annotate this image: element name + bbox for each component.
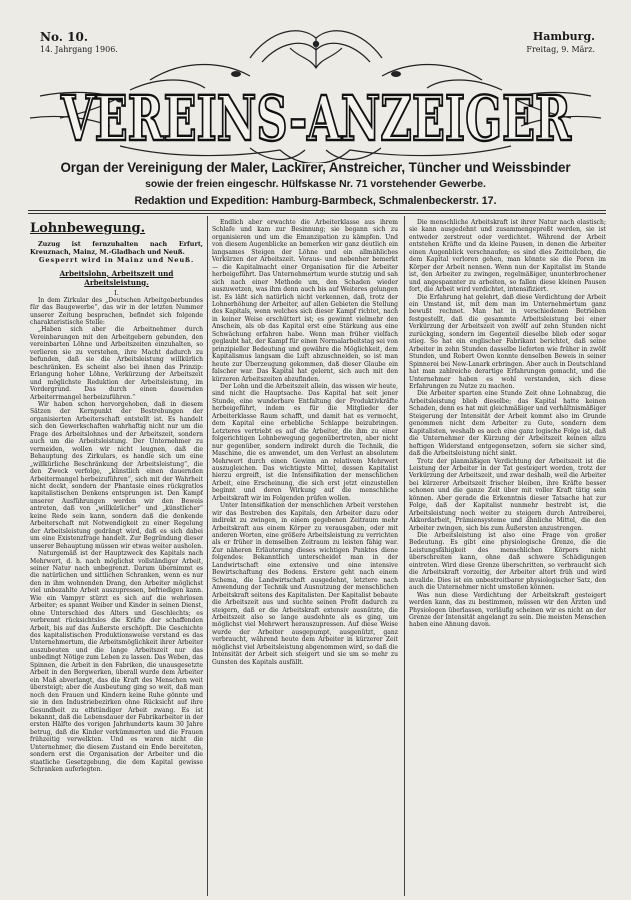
header-rule: [28, 210, 606, 211]
paragraph: Der Lohn und die Arbeitszeit allein, das wissen wir heute, sind nicht die Hauptsache. Das Kapital hat seit jener Stunde, eine wunderbare Entfaltung der Produktivkräfte herbeigeführt, indem es für die Mitglieder der Arbeiterklasse Raum schafft, und damit hat es vermocht, dem Kapital eine erhebliche Schlappe beizubringen. Letzteres vertriebt es auf die Arbeiter, die ihm zu einer folgerichtigen Lohnbewegung gegenübertreten, aber nicht nur gegenüber, sondern indirekt durch die Technik, die Maschine, die es anwendet, um den Verlust an absolutem Mehrwert durch einen Gewinn an relativem Mehrwert auszugleichen. Das wichtigste Mittel, dessen Kapitalist hierzu ergreift, ist die Intensifikation der menschlichen Arbeit, eine Erscheinung, die sich erst jetzt einzustellen beginnt und deren Wirkung auf die menschliche Arbeitskraft wir im Folgenden prüfen wollen.: [212, 382, 398, 502]
city: Hamburg.: [532, 30, 595, 43]
paragraph: Die Arbeiter sparten eine Stunde Zeit ohne Lohnabzug, die Arbeitsleistung blieb dieselbe; das Kapital hatte keinen Schaden, denn es hat mit gleichmäßiger und verhältnismäßiger Steigerung der Intensität der Arbeit kommt also im Grunde genommen nicht dem Arbeiter zu Gute, sondern dem Kapitalisten, weshalb es auch eine ganz logische Folge ist, daß die Unternehmer der Kürzung der Arbeitszeit keinen allzu heftigen Widerstand entgegensetzen, sofern sie sicher sind, daß die Arbeitsleistung nicht sinkt.: [409, 390, 606, 458]
column-2: [212, 219, 398, 891]
section-number: I.: [114, 288, 119, 297]
paragraph: Naturgemäß ist der Hauptzweck des Kapitals nach Mehrwert, d. h. nach möglichst vollständiger Arbeit, seiner Natur nach unbegrenzt. Darum übernimmt es die natürlichen und sittlichen Schranken, wenn es nur den in ihm wohnenden Drang, den Arbeiter möglichst viel unbezahlte Arbeit auszupressen, befriedigen kann. Wie ein Vampyr stürzt es sich auf die wehrlosen Arbeiter; es spannt Weiber und Kinder in seinen Dienst, ohne Unterschied des Alters und Geschlechts; es verbrennt rücksichtslos die Kräfte der schaffenden Arbeit, bis auf das Äußerste erschöpft. Die Geschichte des kapitalistischen Produktionsweise verstand es das Unternehmertum, die Arbeitsmöglichkeit ihrer Arbeiter auszubeuten und die lange Arbeitszeit nur das unbedingt Nötige zum Leben zu lassen. Das Weben, das Spinnen, die Arbeit in den Fabriken, die unausgesetzte Arbeit in den Bergwerken, überall wurde dem Arbeiter ein Maß abverlangt, das die Kraft des Menschen weit übersteigt; aber die Ausbeutung ging so weit, daß man noch den Frauen und Kindern keine Ruhe gönnte und sie in den Industriebezirken ohne Rücksicht auf ihre Gesundheit zu elfstündiger Arbeit zwang. Es ist bekannt, daß die Lebensdauer der Fabrikarbeiter in der ersten Hälfte des vorigen Jahrhunderts kaum 30 Jahre betrug, daß die Kinder verkümmerten und die Frauen frühzeitig verwelkten. Und es waren nicht die Unternehmer, die diesem Zustand ein Ende bereiteten, sondern erst die Organisation der Arbeiter und die staatliche Gesetzgebung, die dem Kapital gewisse Schranken auferlegten.: [30, 550, 203, 774]
column-1: [30, 219, 203, 891]
issue-number: No. 10.: [40, 30, 88, 44]
paragraph: „Haben sich aber die Arbeitnehmer durch Vereinbarungen mit den Arbeitgebern gebunden, den vereinbarten Löhne und Arbeitszeiten einzuhalten, so verlieren sie zu verstehen, ihre Macht dadurch zu befunden, daß sie die Arbeitsleistung willkürlich beschränken. Es scheint also bei ihnen das Prinzip: Erlangung hoher Löhne, Verkürzung der Arbeitszeit und möglichste Reduktion der Arbeitsleistung, im Vordergrund. Das durch einen dauernden Arbeiterrmangel herbeizuführen.“: [30, 326, 203, 401]
column-3: [409, 219, 606, 891]
paragraph: Unter Intensifikation der menschlichen Arbeit verstehen wir das Bestreben des Kapitals, den Arbeiter dazu oder indirekt zu zwingen, in einem gegebenen Zeitraum mehr Arbeitskraft aus einem Körper zu verausgaben, oder mit anderen Worten, eine größere Arbeitsleistung zu verrichten als er früher in demselben Zeitraum zu leisten fähig war. Zur näheren Erläuterung dieses wichtigen Punktes diene folgendes: Bekanntlich unterscheidet man in der Landwirtschaft eine extensive und eine intensive Bewirtschaftung des Bodens. Erstere geht nach einem Schema, die Landwirtschaft ausgedehnt, letztere nach Anwendung der Technik und Ausnutzung der menschlichen Arbeitskraft seitens des Kapitalisten. Der Kapitalist bebaute die Arbeitszeit aus und suchte seinen Profit dadurch zu steigern, daß er die Arbeitskraft extensiv ausnützte, die Arbeitszeit also so lange ausdehnte als es ging, um möglichst viel Mehrwert herauszupressen. Auf diese Weise wurde der Arbeiter ausgepumpt, ausgenützt, ganz verbraucht, während heute dem Arbeiter in kürzerer Zeit möglichst viel Arbeitsleistung abgenommen wird, so daß die Intensität der Arbeit sich steigert und sie um so mehr zu Gunsten des Kapitals ausfällt.: [212, 502, 398, 666]
paragraph: Die Arbeitsleistung ist also eine Frage von großer Bedeutung. Es gibt eine physiologische Grenze, die die Leistungsfähigkeit des menschlichen Körpers nicht überschreiten kann, ohne daß schwere Schädigungen eintreten. Wird diese Grenze überschritten, so verbraucht sich die Arbeitskraft vorzeitig, der Arbeiter altert früh und wird invalide. Dies ist ein unbestreitbarer physiologischer Satz, den auch die Unternehmer nicht umstoßen können.: [409, 532, 606, 592]
masthead-title: VEREINS-ANZEIGER: [60, 82, 572, 155]
paragraph: Die menschliche Arbeitskraft ist ihrer Natur nach elastisch; sie kann ausgedehnt und zusammengepreßt werden, sie ist entweder zerstreut oder verdichtet. Während der Arbeit entstehen Kräfte und da kleine Pausen, in denen die Arbeiter einen Augenblick verschnaufen; es sind dies Zeitteilchen, die dem Kapital verloren gehen, man könnte sie die Poren im Körper der Arbeit nennen. Wenn nun der Kapitalist im Stande ist, den Arbeiter zu zwingen, regelmäßiger, ununterbrochener und angespannter zu arbeiten, so fallen diese kleinen Pausen fort, die Arbeit wird verdichtet, intensifiziert.: [409, 219, 606, 294]
sub-line: sowie der freien eingeschr. Hülfskasse Nr. 71 vorstehender Gewerbe.: [145, 179, 486, 190]
redaction-line: Redaktion und Expedition: Hamburg-Barmbeck, Schmalenbeckerstr. 17.: [134, 195, 497, 207]
paragraph: Was nun diese Verdichtung der Arbeitskraft gesteigert werden kann, das zu bestimmen, müssen wir den Ärzten und Physiologen überlassen, vorläufig scheinen wir es nicht an der Grenze der Intensität angelangt zu sein. Die meisten Menschen haben eine Ahnung davon.: [409, 591, 606, 629]
column-rule: [207, 216, 208, 896]
strike-notice: Gesperrt wird in Mainz und Neuß.: [38, 256, 195, 265]
volume-year: 14. Jahrgang 1906.: [40, 45, 118, 54]
paragraph: In dem Zirkular des „Deutschen Arbeitgeberbundes für das Baugewerbe“, das wir in der letzten Nummer unserer Zeitung besprachen, befindet sich folgende charakteristische Stelle:: [30, 296, 203, 326]
section-title: Arbeitslohn, Arbeitszeit und Arbeitsleistung.: [59, 268, 174, 287]
organ-line: Organ der Vereinigung der Maler, Lackirer, Anstreicher, Tüncher und Weissbinder: [60, 160, 571, 175]
intro-notice: Zuzug ist fernzuhalten nach Erfurt, Kreuznach, Mainz, M.-Gladbach und Neuß.: [30, 240, 203, 256]
paragraph: Die Erfahrung hat gelehrt, daß diese Verdichtung der Arbeit ein Umstand ist, mit dem man im Unternehmertum ganz bewußt rechnet. Man hat in verschiedenen Betrieben festgestellt, daß die gesammte Arbeitsleistung bei einer Verkürzung der Arbeitszeit von zwölf auf zehn Stunden nicht zurückging, sondern im Gegenteil dieselbe blieb oder sogar stieg. So hat ein englischer Fabrikant berichtet, daß seine Arbeiter in zehn Stunden dasselbe lieferten wie früher in zwölf Stunden, und Robert Owen konnte denselben Beweis in seiner Spinnerei bei New-Lanark erbringen. Aber auch in Deutschland hat man zahlreiche derartige Erfahrungen gemacht, und die Unternehmer haben es wohl verstanden, sich diese Erfahrungen zu Nutze zu machen.: [409, 293, 606, 390]
article-headline: Lohnbewegung.: [30, 221, 146, 236]
header-rule-double: [28, 213, 606, 214]
paragraph: Trotz der planmäßigen Verdichtung der Arbeitszeit ist die Leistung der Arbeiter in der Tat gesteigert worden, trotz der Verkürzung der Arbeitszeit, und zwar deshalb, weil die Arbeiter bei kürzerer Arbeitszeit frischer bleiben, ihre Kräfte besser schonen und die ganze Zeit über mit voller Kraft tätig sein können. Aber gerade die Erkenntnis dieser Tatsache hat zur Folge, daß der Kapitalist nunmehr bestrebt ist, die Arbeitsleistung noch weiter zu steigern durch Antreiberei, Akkordarbeit, Prämiensysteme und ähnliche Mittel, die den Arbeiter zwingen, sich bis zum Äußersten anzustrengen.: [409, 457, 606, 532]
paragraph: Endlich aber erwachte die Arbeiterklasse aus ihrem Schlafe und kam zur Besinnung; sie begann sich zu organisieren und um die Emanzipation zu kämpfen. Und von diesem Augenblicke an bemerken wir ganz deutlich ein langsames Steigen der Löhne und ein allmähliches Verkürzen der Arbeitszeit. Voraus- und nebenher bemerkt — die Kapitalmacht einer Organisation für die Arbeiter herbeigeführt. Das Unternehmertum wurde stutzig und sah sich nach einer Methode um, den Schaden wieder auszuwetzen, was ihm denn auch bis auf Weiteres gelungen ist. Es läßt sich natürlich nicht verkennen, daß, trotz der Lohnerhöhung der Arbeiter, auf allen Gebieten die Stellung des Kapitals, wenn welches sich dieser Kampf richtet, nach in keiner Weise erschüttert ist; es gewinnt vielmehr den Anschein, als ob das Kapital erst eine Stärkung aus eine Schwächung erfahren habe. Wenn man früher vielfach geglaubt hat, der Kampf für einen Normalarbeitstag sei von prinzipieller Bedeutung und gewähre die Möglichkeit, dem Kapitalismus langsam die Luft abzuschneiden, so ist man heute zur Überzeugung gekommen, daß dieser Glaube ein falscher war. Das Kapital hat gelernt, sich auch mit den kürzeren Arbeitszeiten abzufinden.: [212, 219, 398, 383]
masthead-logo: [0, 18, 631, 163]
issue-date: Freitag, 9. März.: [526, 45, 595, 54]
paragraph: Wir haben schon hervorgehoben, daß in diesem Sätzen der Kernpunkt der Bestrebungen der organisierten Arbeiterschaft entstellt ist. Es handelt sich den Gewerkschaften wahrhaftig nicht nur um die Frage des Arbeitslohnes und der Arbeitszeit, sondern auch um die Arbeitsleistung. Der Unternehmer zu vermeiden, wollen wir nicht leugnen, daß die Behauptung des Zirkulars, es handle sich um eine „willkürliche Beschränkung der Arbeitsleistung“, die den Zweck verfolge, „künstlich einen dauernden Arbeitermangel herbeizuführen“, sich mit der Wahrheit nicht deckt, sondern der Phantasie eines rückgratlos kapitalistischen Denkens entsprungen ist. Den Kampf unserer Ausführungen werden wir den Beweis antreten, daß von „willkürlicher“ und „künstlicher“ keine Rede sein kann, sondern daß die denkende Arbeiterschaft mit Notwendigkeit zu einer Regelung der Arbeitsleistung gedrängt wird, daß es sich dabei um eine Existenzfrage handelt. Zur Begründung dieser unserer Behauptung müssen wir etwas weiter ausholen.: [30, 400, 203, 550]
column-rule: [404, 216, 405, 896]
